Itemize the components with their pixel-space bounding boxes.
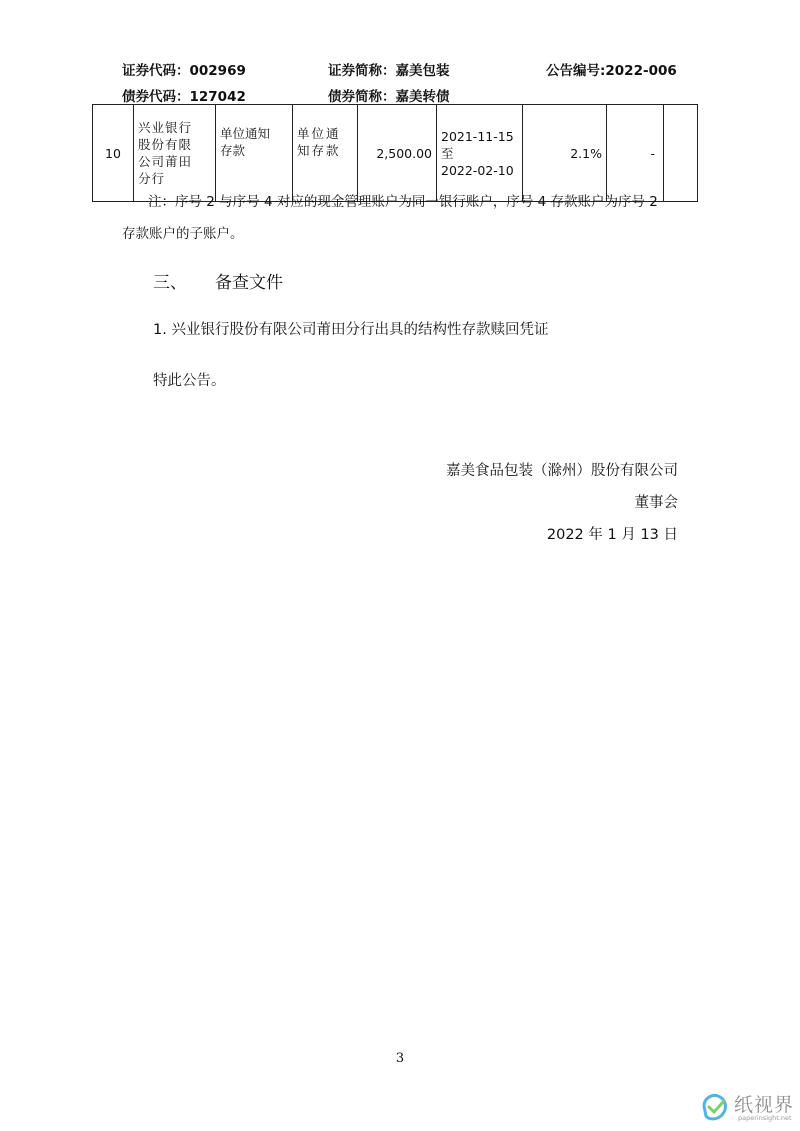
announcement-number: 公告编号:2022-006 — [546, 63, 677, 79]
product-type-line: 知存款 — [297, 143, 341, 158]
product-name-line: 单位通知 — [220, 126, 271, 141]
product-name-line: 存款 — [220, 143, 246, 158]
paperinsight-logo-icon — [700, 1092, 730, 1122]
section-title: 备查文件 — [215, 273, 283, 293]
cell-period — [437, 105, 523, 202]
table-note-line-2: 存款账户的子账户。 — [122, 226, 244, 242]
cell-product-name — [216, 105, 293, 202]
table-note-line-1: 注：序号 2 与序号 4 对应的现金管理账户为同一银行账户，序号 4 存款账户为序号 2 — [148, 194, 658, 210]
watermark-brand: 纸视界 — [734, 1094, 795, 1116]
bond-abbreviation: 债券简称：嘉美转债 — [328, 89, 450, 105]
table-row — [93, 105, 698, 202]
product-type-line: 单位通 — [297, 126, 341, 141]
cell-amount: 2,500.00 — [358, 105, 437, 202]
page-number: 3 — [395, 1051, 405, 1066]
bond-code: 债券代码：127042 — [122, 89, 246, 105]
watermark-url: paperinsight.net — [738, 1114, 792, 1122]
cell-product-type — [293, 105, 358, 202]
period-line: 2022-02-10 — [441, 162, 514, 178]
attachment-item: 1. 兴业银行股份有限公司莆田分行出具的结构性存款赎回凭证 — [153, 322, 549, 338]
watermark — [700, 1090, 796, 1126]
signature-board: 董事会 — [634, 495, 678, 511]
deposit-table — [92, 104, 698, 202]
cell-bank-name — [134, 105, 216, 202]
section-heading — [153, 268, 283, 293]
period-line: 至 — [441, 145, 454, 161]
security-code: 证券代码：002969 — [122, 63, 246, 79]
signature-company: 嘉美食品包装（滁州）股份有限公司 — [446, 463, 678, 479]
signature-date: 2022 年 1 月 13 日 — [546, 527, 678, 543]
bank-name-line: 兴业银行 — [138, 120, 193, 135]
cell-income: - — [607, 105, 664, 202]
cell-extra — [664, 105, 698, 202]
cell-serial-number: 10 — [93, 105, 134, 202]
section-number: 三、 — [153, 273, 187, 293]
bank-name-line: 公司莆田 — [138, 154, 193, 169]
closing-text: 特此公告。 — [153, 373, 226, 389]
cell-rate: 2.1% — [523, 105, 607, 202]
bank-name-line: 分行 — [138, 171, 166, 186]
security-abbreviation: 证券简称：嘉美包装 — [328, 63, 450, 79]
bank-name-line: 股份有限 — [138, 137, 193, 152]
period-line: 2021-11-15 — [441, 128, 514, 144]
